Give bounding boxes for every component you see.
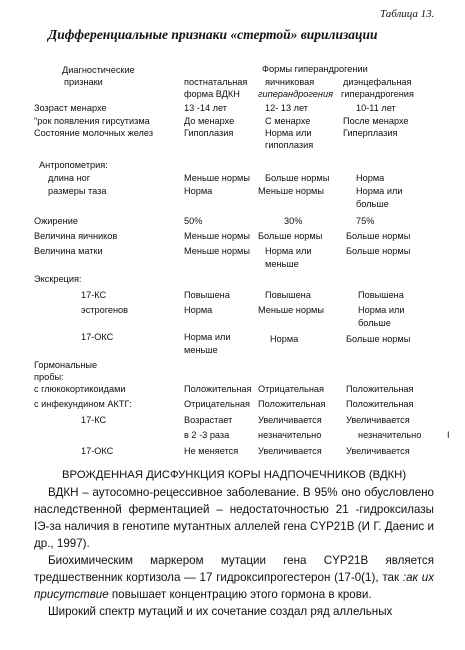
paragraph-3 [34,603,434,620]
cell-col3-cont: незначительно [358,430,422,440]
paragraph-1-text: ВДКН – аутосомно-рецессивное заболевание. В 95% оно обусловлено наследственной ферментацией – недостаточностью 21 -гидроксилазы ΙЭ-за наличия в генотипе мутантных аллелей гена CYP21B (И Г. Даенис и др., 1997). [34,486,434,550]
header-diagnostic-line1: Диагностические [62,65,135,75]
cell-col3-cont: больше [358,318,391,328]
cell-col2-cont: гипоплазия [265,140,314,150]
row-label: Зозраст менархе [34,103,107,113]
cell-col1: До менархе [184,116,235,126]
cell-col2-cont: незначительно [258,430,322,440]
cell-col2: Меньше нормы [258,305,324,315]
cell-col3: Положительная [346,399,414,409]
paragraph-2-italic: :ак их присутствие [34,571,435,601]
cell-col1: Меньше нормы [184,173,250,183]
row-label: Экскреция: [34,274,82,284]
row-label: 17-ОКС [81,332,114,342]
row-label: Величина яичников [34,231,118,241]
header-col3-line1: диэнцефальная [343,77,412,87]
cell-col2: Повышена [265,290,311,300]
cell-col1-cont: меньше [184,345,218,355]
cell-col3: Норма или [358,305,405,315]
cell-col3-cont: больше [356,199,389,209]
cell-col1: Меньше нормы [184,231,250,241]
cell-col2: Положительная [258,399,326,409]
cell-col2: Норма или [265,128,312,138]
row-label: 17-КС [81,415,107,425]
cell-col3: Повышена [358,290,404,300]
cell-col1-cont: в 2 -3 раза [184,430,230,440]
cell-col2: Увеличивается [258,446,322,456]
table-title: Дифференциальные признаки «стертой» вирилизации [48,27,378,42]
header-col3-line2: гиперандрогения [341,89,414,99]
row-label-cont: пробы: [34,372,64,382]
cell-col2: Больше нормы [258,231,323,241]
header-col1-line2: форма ВДКН [184,89,240,99]
row-label: с глюкокортикоидами [34,384,126,394]
paragraph-2 [34,552,434,603]
header-col2-line1: яичниковая [265,77,315,87]
cell-col1: Гипоплазия [184,128,234,138]
paragraph-1 [34,484,434,552]
cell-col1: Норма [184,186,213,196]
cell-col3: Больше нормы [346,334,411,344]
cell-col3: Больше нормы [346,246,411,256]
cell-col1: Отрицательная [184,399,250,409]
row-label: эстрогенов [81,305,129,315]
cell-col1: Норма [184,305,213,315]
row-label: "рок появления гирсутизма [34,116,150,126]
cell-col1: 50% [184,216,203,226]
cell-col2: С менархе [265,116,311,126]
cell-col2-cont: меньше [265,259,299,269]
cell-col3: 75% [356,216,375,226]
cell-col3: Увеличивается [346,415,410,425]
cell-col3: Гиперплазия [343,128,398,138]
cell-col2: Норма [270,334,299,344]
row-label: длина ног [48,173,91,183]
cell-col2: 12- 13 лет [265,103,308,113]
row-label: Величина матки [34,246,103,256]
row-label: Состояние молочных желез [34,128,154,138]
table-label: Таблица 13. [380,8,435,20]
row-label: размеры таза [48,186,107,196]
row-label: с инфекундином АКТГ: [34,399,132,409]
cell-col1: Возрастает [184,415,233,425]
cell-col3: Больше нормы [346,231,411,241]
row-label: 17-ОКС [81,446,114,456]
cell-col2: Увеличивается [258,415,322,425]
cell-col2: 30% [284,216,303,226]
row-label: 17-КС [81,290,107,300]
header-col2-line2: гиперандрогения [258,89,333,99]
paragraph-3-text: Широкий спектр мутаций и их сочетание создал ряд аллельных [48,605,393,618]
cell-col3: Норма или [356,186,403,196]
cell-col1: Положительная [184,384,252,394]
row-label: Гормональные [34,360,98,370]
header-forms: Формы гиперандрогении [262,64,368,74]
cell-col3: Положительная [346,384,414,394]
cell-col1: Повышена [184,290,230,300]
cell-col3: Норма [356,173,385,183]
stray-mark: I [447,430,450,440]
cell-col1: 13 -14 лет [184,103,227,113]
cell-col3: После менархе [343,116,409,126]
row-label: Антропометрия: [39,160,108,170]
cell-col2: Отрицательная [258,384,324,394]
section-heading: ВРОЖДЕННАЯ ДИСФУНКЦИЯ КОРЫ НАДПОЧЕЧНИКОВ (ВДКН) [62,469,407,481]
cell-col2: Больше нормы [265,173,330,183]
cell-col2: Меньше нормы [258,186,324,196]
cell-col3: 10-11 лет [356,103,396,113]
cell-col3: Увеличивается [346,446,410,456]
cell-col2: Норма или [265,246,312,256]
cell-col1: Меньше нормы [184,246,250,256]
cell-col1: Норма или [184,332,231,342]
header-col1-line1: постнатальная [184,77,248,87]
cell-col1: Не меняется [184,446,239,456]
row-label: Ожирение [34,216,78,226]
header-diagnostic-line2: признаки [64,77,103,87]
paragraph-2-rest: повышает концентрацию этого гормона в крови. [108,588,372,601]
paragraph-2-text: Биохимическим маркером мутации гена CYP21B является тредшественник кортизола — 17 гидроксипрогестерон (17-0(1), так [34,554,434,584]
